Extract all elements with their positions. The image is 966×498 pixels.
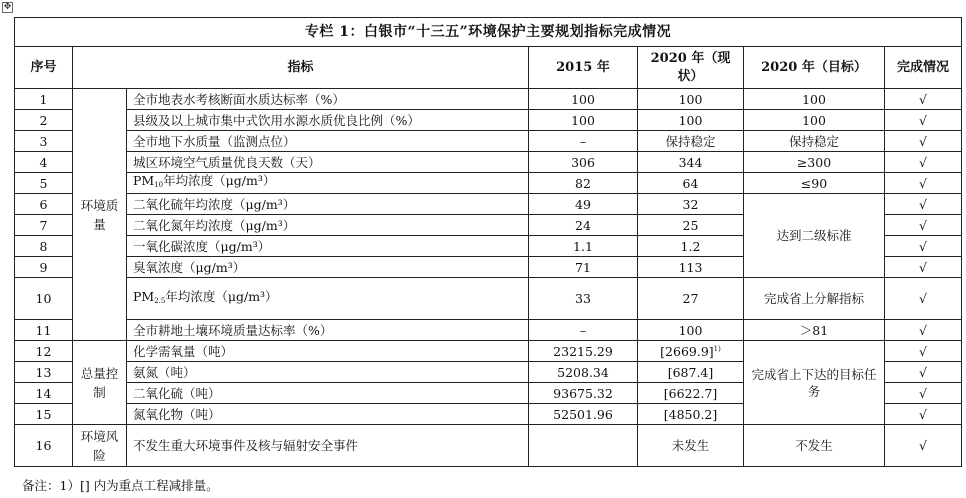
- row-number: 2: [15, 110, 73, 131]
- completion-check: √: [885, 110, 962, 131]
- completion-check: √: [885, 425, 962, 467]
- value-2020-status: 100: [638, 110, 744, 131]
- indicator-name: 不发生重大环境事件及核与辐射安全事件: [127, 425, 529, 467]
- value-2015: 49: [529, 194, 638, 215]
- cod-value: [2669.9]: [660, 344, 714, 360]
- completion-check: √: [885, 404, 962, 425]
- row-number: 5: [15, 173, 73, 194]
- completion-check: √: [885, 278, 962, 320]
- pm10-label: PM: [133, 173, 155, 188]
- row-number: 11: [15, 320, 73, 341]
- value-2015: 1.1: [529, 236, 638, 257]
- value-2020-status: 27: [638, 278, 744, 320]
- indicator-name: 城区环境空气质量优良天数（天）: [127, 152, 529, 173]
- indicator-table: [14, 17, 962, 467]
- row-number: 6: [15, 194, 73, 215]
- completion-check: √: [885, 236, 962, 257]
- indicator-name: 全市地表水考核断面水质达标率（%）: [127, 89, 529, 110]
- header-2015: 2015 年: [529, 47, 638, 89]
- header-seq: 序号: [15, 47, 73, 89]
- completion-check: √: [885, 257, 962, 278]
- value-2020-status: 113: [638, 257, 744, 278]
- value-2020-target: 100: [744, 89, 885, 110]
- category-total-control: 总量控制: [73, 341, 127, 425]
- table-note: 备注：1）[] 内为重点工程减排量。: [22, 478, 219, 493]
- row-number: 7: [15, 215, 73, 236]
- completion-check: √: [885, 89, 962, 110]
- completion-check: √: [885, 215, 962, 236]
- pm25-label: PM: [133, 288, 155, 304]
- value-2020-target: ≤90: [744, 173, 885, 194]
- header-indicator: 指标: [73, 47, 529, 89]
- value-2020-status: 100: [638, 320, 744, 341]
- value-2015: 52501.96: [529, 404, 638, 425]
- header-2020-status: 2020 年（现状）: [638, 47, 744, 89]
- indicator-name: 臭氧浓度（μg/m³）: [127, 257, 529, 278]
- row-number: 8: [15, 236, 73, 257]
- value-2015: 71: [529, 257, 638, 278]
- row-number: 3: [15, 131, 73, 152]
- value-2015: 306: [529, 152, 638, 173]
- value-2015: 5208.34: [529, 362, 638, 383]
- row-number: 12: [15, 341, 73, 362]
- value-2020-status: [4850.2]: [638, 404, 744, 425]
- footnote-marker: 1): [713, 345, 721, 354]
- value-2020-target: 100: [744, 110, 885, 131]
- value-2020-target: 完成省上分解指标: [744, 278, 885, 320]
- value-2020-target: 保持稳定: [744, 131, 885, 152]
- completion-check: √: [885, 173, 962, 194]
- value-2015: 82: [529, 173, 638, 194]
- row-number: 16: [15, 425, 73, 467]
- indicator-name: 县级及以上城市集中式饮用水源水质优良比例（%）: [127, 110, 529, 131]
- indicator-name: 全市地下水质量（监测点位）: [127, 131, 529, 152]
- value-2015: 93675.32: [529, 383, 638, 404]
- category-env-risk: 环境风险: [73, 425, 127, 467]
- indicator-name: 一氧化碳浓度（μg/m³）: [127, 236, 529, 257]
- indicator-name-pm25: [127, 278, 529, 320]
- pm25-subscript: 2.5: [154, 296, 166, 305]
- row-number: 10: [15, 278, 73, 320]
- pm10-subscript: 10: [154, 181, 164, 189]
- category-env-quality: 环境质量: [73, 89, 127, 341]
- value-2015: 24: [529, 215, 638, 236]
- value-2020-target: 不发生: [744, 425, 885, 467]
- value-2015: [529, 425, 638, 467]
- value-2015: 100: [529, 89, 638, 110]
- completion-check: √: [885, 152, 962, 173]
- value-2020-status: 25: [638, 215, 744, 236]
- indicator-name: 化学需氧量（吨）: [127, 341, 529, 362]
- value-2020-status: 100: [638, 89, 744, 110]
- value-2015: –: [529, 320, 638, 341]
- indicator-name-pm10: [127, 173, 529, 194]
- value-2020-status: 1.2: [638, 236, 744, 257]
- completion-check: √: [885, 341, 962, 362]
- value-2020-status: [6622.7]: [638, 383, 744, 404]
- merged-target-province-tasks: 完成省上下达的目标任务: [744, 341, 885, 425]
- value-2015: 23215.29: [529, 341, 638, 362]
- pm25-rest: 年均浓度（μg/m³）: [165, 288, 278, 304]
- row-number: 9: [15, 257, 73, 278]
- pm10-rest: 年均浓度（μg/m³）: [163, 173, 276, 188]
- row-number: 14: [15, 383, 73, 404]
- indicator-name: 氮氧化物（吨）: [127, 404, 529, 425]
- indicator-name: 二氧化氮年均浓度（μg/m³）: [127, 215, 529, 236]
- value-2020-status: 64: [638, 173, 744, 194]
- completion-check: √: [885, 131, 962, 152]
- indicator-name: 全市耕地土壤环境质量达标率（%）: [127, 320, 529, 341]
- value-2020-target: ＞81: [744, 320, 885, 341]
- value-2020-status-cod: [638, 341, 744, 362]
- value-2015: –: [529, 131, 638, 152]
- row-number: 15: [15, 404, 73, 425]
- value-2020-status: 未发生: [638, 425, 744, 467]
- value-2020-target: ≥300: [744, 152, 885, 173]
- row-number: 1: [15, 89, 73, 110]
- completion-check: √: [885, 320, 962, 341]
- table-title: 专栏 1：白银市“十三五”环境保护主要规划指标完成情况: [15, 18, 962, 47]
- value-2020-status: 344: [638, 152, 744, 173]
- value-2020-status: [687.4]: [638, 362, 744, 383]
- row-number: 13: [15, 362, 73, 383]
- completion-check: √: [885, 362, 962, 383]
- row-number: 4: [15, 152, 73, 173]
- merged-target-level2: 达到二级标准: [744, 194, 885, 278]
- value-2020-status: 32: [638, 194, 744, 215]
- completion-check: √: [885, 194, 962, 215]
- completion-check: √: [885, 383, 962, 404]
- indicator-name: 氨氮（吨）: [127, 362, 529, 383]
- indicator-name: 二氧化硫（吨）: [127, 383, 529, 404]
- header-2020-target: 2020 年（目标）: [744, 47, 885, 89]
- value-2015: 100: [529, 110, 638, 131]
- value-2020-status: 保持稳定: [638, 131, 744, 152]
- indicator-name: 二氧化硫年均浓度（μg/m³）: [127, 194, 529, 215]
- value-2015: 33: [529, 278, 638, 320]
- header-completion: 完成情况: [885, 47, 962, 89]
- table-move-handle-icon[interactable]: ✥: [3, 2, 12, 12]
